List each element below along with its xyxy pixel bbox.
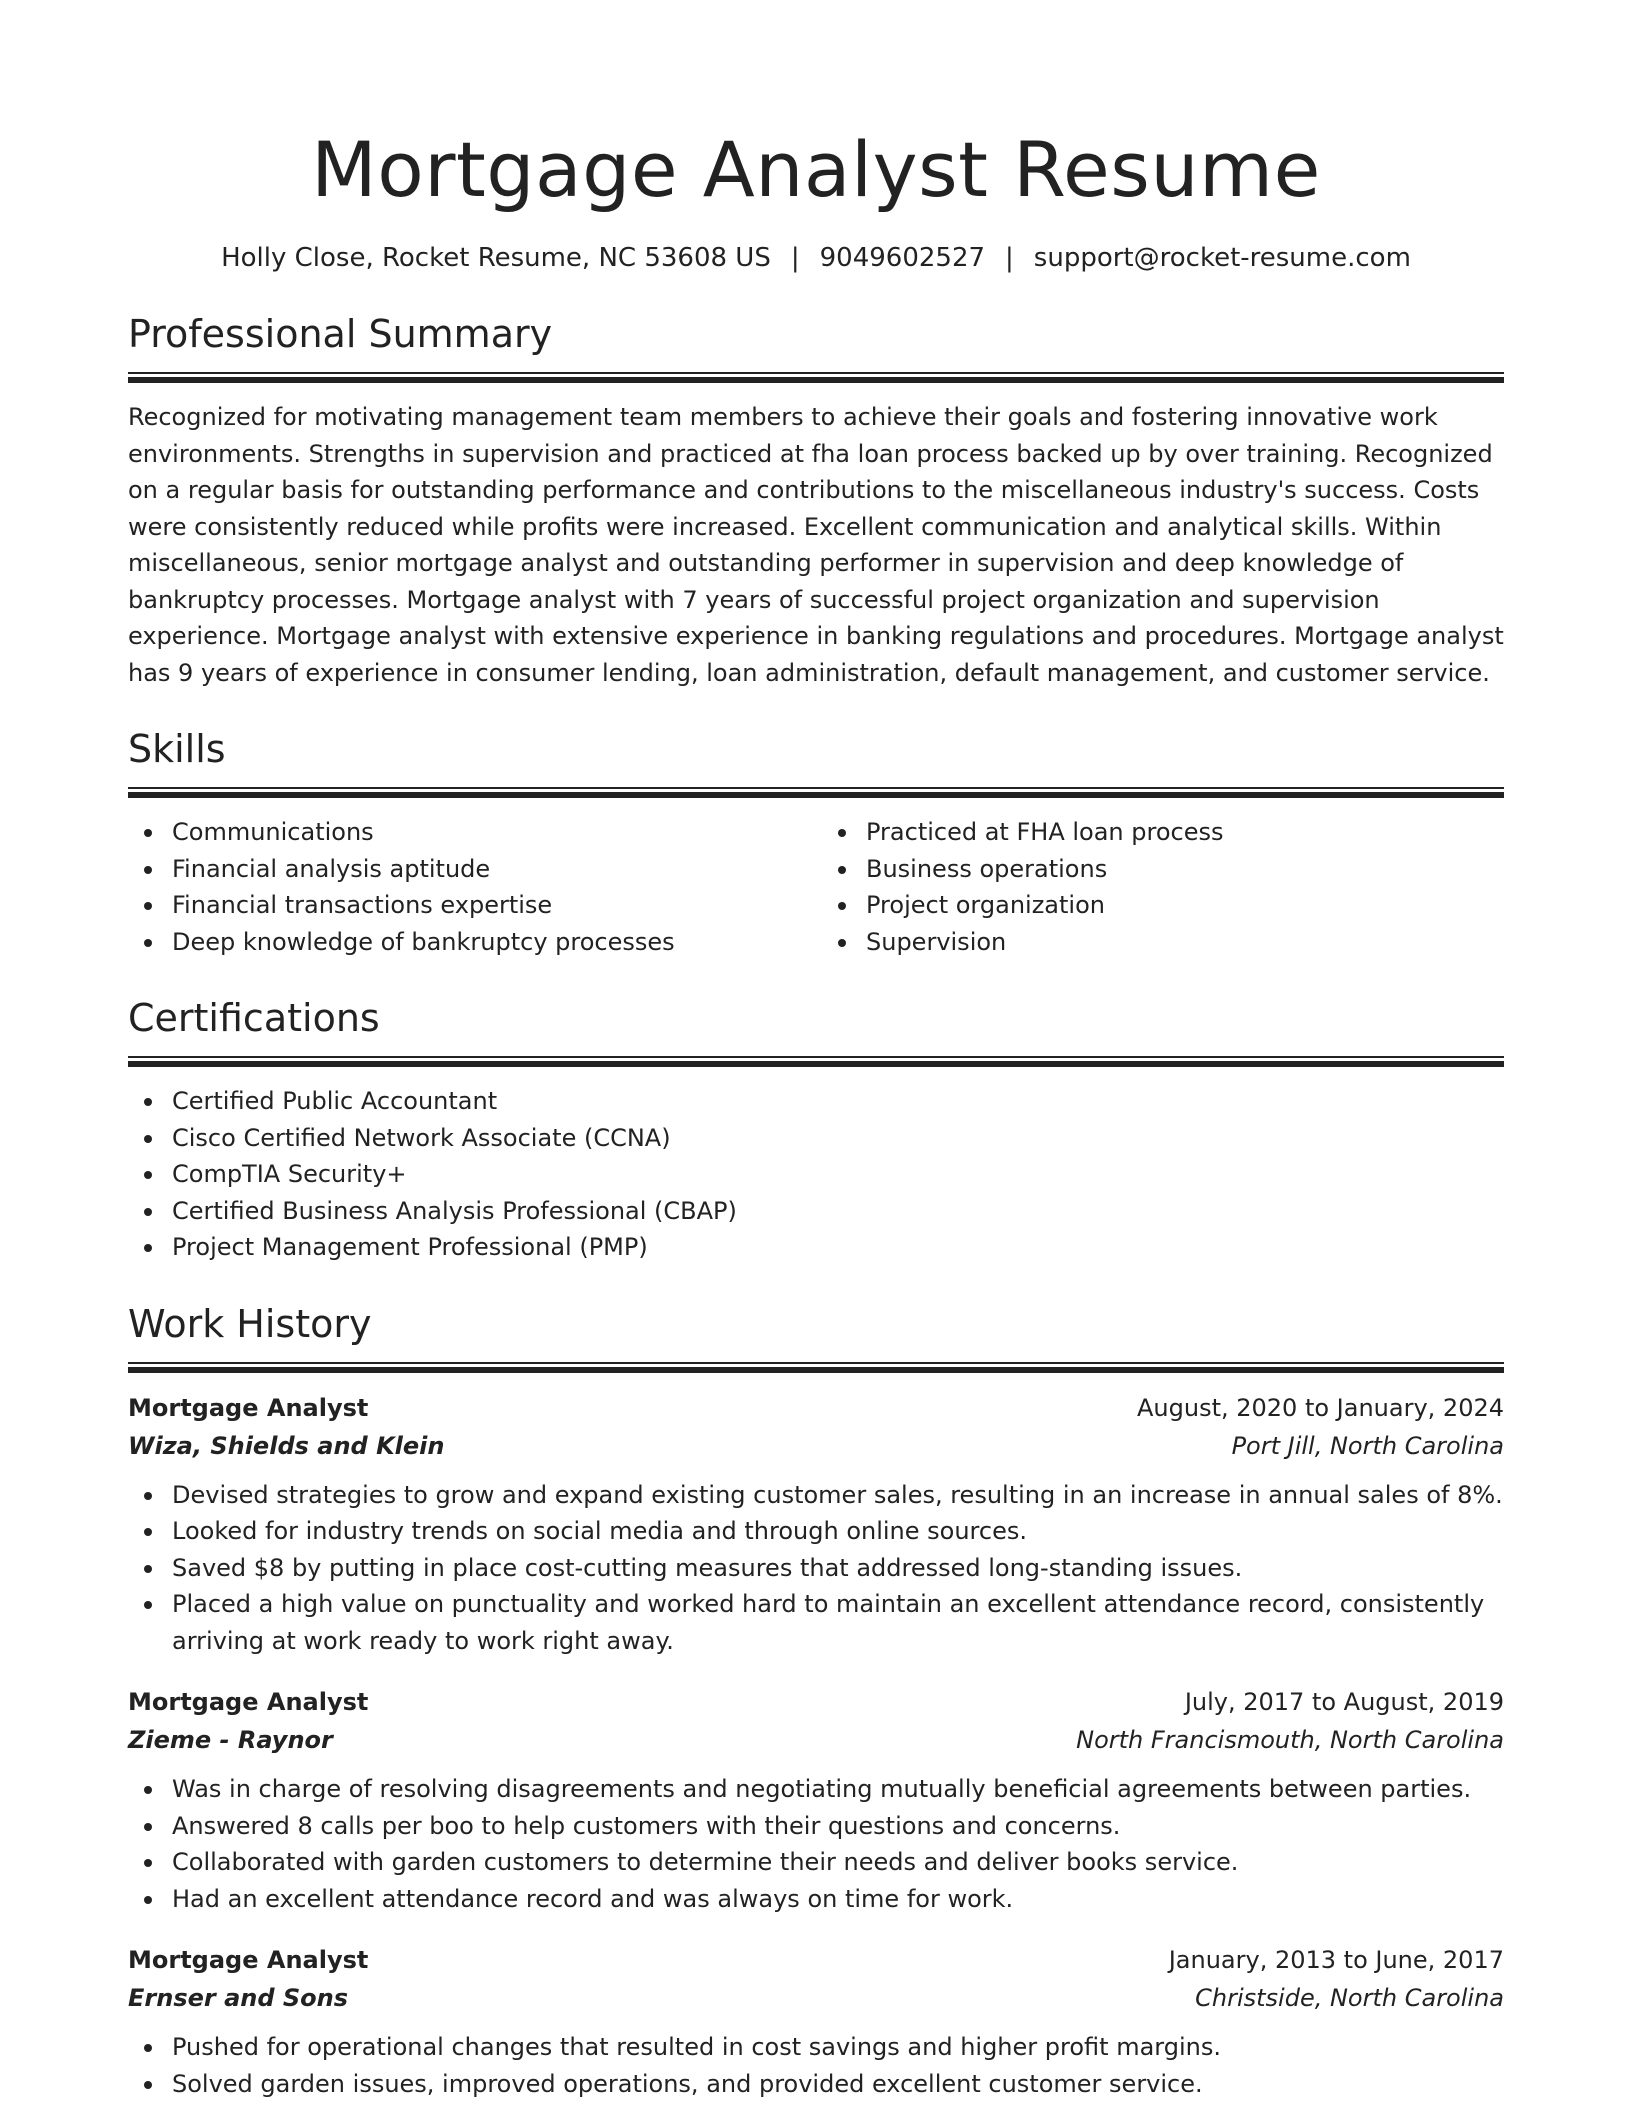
work-history-section	[128, 1300, 1504, 2103]
job-bullets	[128, 1771, 1504, 1917]
job-company: Ernser and Sons	[128, 1984, 349, 2012]
summary-text: Recognized for motivating management team members to achieve their goals and fostering innovative work environments. Strengths in supervision and practiced at fha loan process backed up by over training. Recognized on a regular basis for outstanding performance and contributions to the miscellaneous industry's success. Costs were consistently reduced while profits were increased. Excellent communication and analytical skills. Within miscellaneous, senior mortgage analyst and outstanding performer in supervision and deep knowledge of bankruptcy processes. Mortgage analyst with 7 years of successful project organization and supervision experience. Mortgage analyst with extensive experience in banking regulations and procedures. Mortgage analyst has 9 years of experience in consumer lending, loan administration, default management, and customer service.	[128, 403, 1504, 687]
skill-item: Financial transactions expertise	[172, 887, 816, 924]
job-dates: July, 2017 to August, 2019	[1184, 1688, 1504, 1716]
job-entry	[128, 1389, 1504, 1660]
certification-item: Certified Public Accountant	[172, 1083, 1504, 1120]
job-bullet: Saved $8 by putting in place cost-cutting measures that addressed long-standing issues.	[172, 1550, 1504, 1587]
summary-section	[128, 310, 1504, 691]
certification-item: Certified Business Analysis Professional (CBAP)	[172, 1193, 1504, 1230]
skill-item: Financial analysis aptitude	[172, 851, 816, 888]
job-company-row	[128, 1427, 1504, 1465]
job-company: Wiza, Shields and Klein	[128, 1431, 445, 1460]
job-title: Mortgage Analyst	[128, 1393, 369, 1422]
job-entry	[128, 1683, 1504, 1917]
skills-grid	[128, 814, 1504, 960]
section-divider	[128, 1056, 1504, 1067]
job-company-row	[128, 1979, 1504, 2017]
job-bullet: Answered 8 calls per boo to help customers with their questions and concerns.	[172, 1808, 1504, 1845]
certification-item: Project Management Professional (PMP)	[172, 1229, 1504, 1266]
contact-phone: 9049602527	[819, 243, 986, 273]
contact-separator: |	[1005, 243, 1014, 273]
job-dates: January, 2013 to June, 2017	[1168, 1946, 1504, 1974]
contact-address: Holly Close, Rocket Resume, NC 53608 US	[221, 243, 771, 273]
certification-item: Cisco Certified Network Associate (CCNA)	[172, 1120, 1504, 1157]
section-heading-summary: Professional Summary	[128, 312, 553, 356]
job-bullet: Pushed for operational changes that resulted in cost savings and higher profit margins.	[172, 2029, 1504, 2066]
section-divider	[128, 372, 1504, 383]
job-company: Zieme - Raynor	[128, 1726, 333, 1754]
contact-email: support@rocket-resume.com	[1033, 243, 1411, 273]
skill-item: Supervision	[866, 924, 1504, 961]
contact-line	[128, 240, 1504, 276]
job-dates: August, 2020 to January, 2024	[1137, 1393, 1504, 1422]
job-entry	[128, 1941, 1504, 2102]
certifications-list	[128, 1083, 1504, 1266]
job-bullet: Was in charge of resolving disagreements and negotiating mutually beneficial agreements between parties.	[172, 1771, 1504, 1808]
job-bullets	[128, 1477, 1504, 1660]
section-divider	[128, 1362, 1504, 1373]
job-location: Port Jill, North Carolina	[1231, 1431, 1504, 1460]
skill-item: Business operations	[866, 851, 1504, 888]
certifications-section	[128, 994, 1504, 1266]
job-bullet: Looked for industry trends on social media and through online sources.	[172, 1513, 1504, 1550]
job-bullet: Placed a high value on punctuality and worked hard to maintain an excellent attendance record, consistently arriving at work ready to work right away.	[172, 1586, 1504, 1659]
job-header-row	[128, 1683, 1504, 1721]
job-bullet: Devised strategies to grow and expand existing customer sales, resulting in an increase in annual sales of 8%.	[172, 1477, 1504, 1514]
section-heading-work-history: Work History	[128, 1301, 372, 1346]
skill-item: Communications	[172, 814, 816, 851]
job-bullets	[128, 2029, 1504, 2102]
skill-item: Practiced at FHA loan process	[866, 814, 1504, 851]
skills-list-right	[816, 814, 1504, 960]
skills-list-left	[128, 814, 816, 960]
job-company-row	[128, 1721, 1504, 1759]
contact-separator: |	[790, 243, 800, 273]
job-bullet: Collaborated with garden customers to determine their needs and deliver books service.	[172, 1844, 1504, 1881]
skill-item: Project organization	[866, 887, 1504, 924]
job-bullet: Had an excellent attendance record and was always on time for work.	[172, 1881, 1504, 1918]
job-title: Mortgage Analyst	[128, 1688, 369, 1716]
job-location: North Francismouth, North Carolina	[1076, 1726, 1504, 1754]
page-title: Mortgage Analyst Resume	[311, 125, 1321, 214]
job-bullet: Solved garden issues, improved operations, and provided excellent customer service.	[172, 2066, 1504, 2103]
job-header-row	[128, 1389, 1504, 1427]
job-location: Christside, North Carolina	[1195, 1984, 1504, 2012]
skills-section	[128, 725, 1504, 960]
section-heading-skills: Skills	[128, 727, 226, 771]
section-divider	[128, 787, 1504, 798]
job-header-row	[128, 1941, 1504, 1979]
certification-item: CompTIA Security+	[172, 1156, 1504, 1193]
skill-item: Deep knowledge of bankruptcy processes	[172, 924, 816, 961]
job-title: Mortgage Analyst	[128, 1946, 369, 1974]
section-heading-certifications: Certifications	[128, 996, 380, 1040]
